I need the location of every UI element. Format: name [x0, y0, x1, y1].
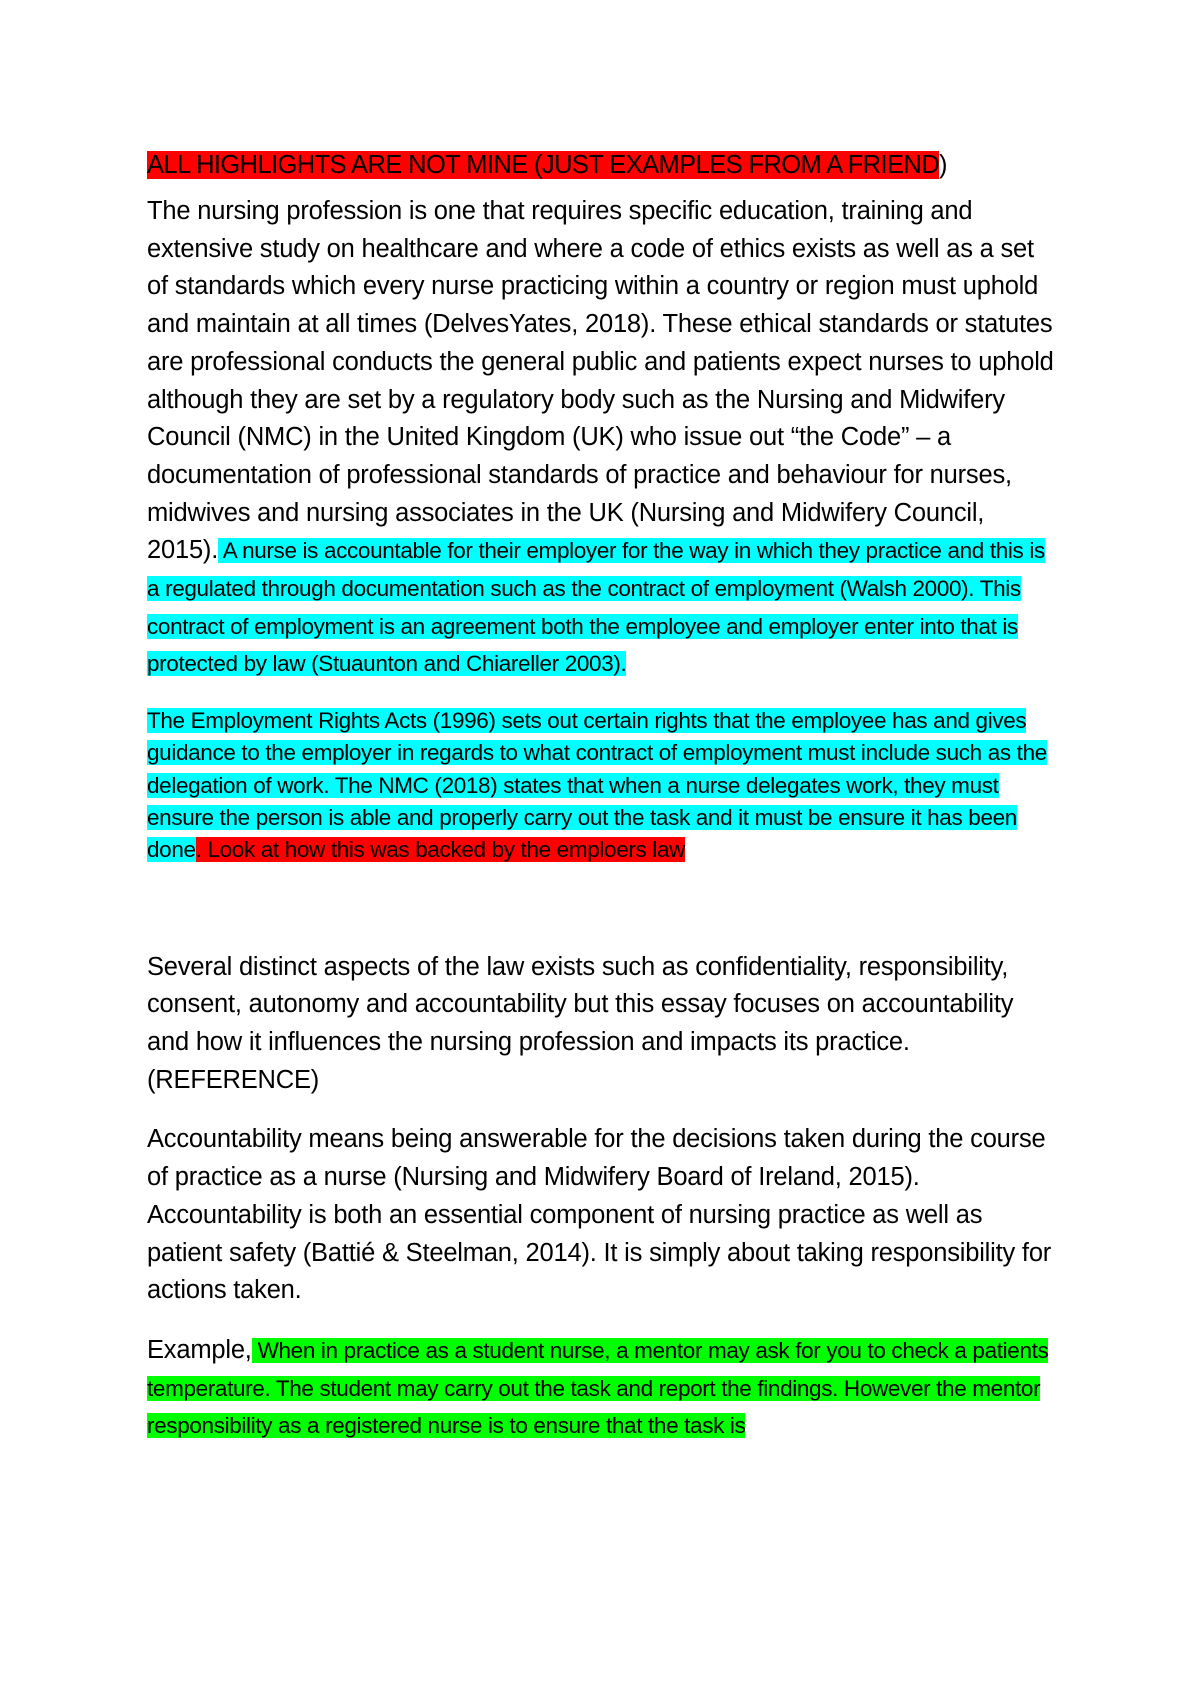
employment-cyan-highlight: The Employment Rights Acts (1996) sets out certain rights that the employee has and gives guidance to the employer in regards to what contract of employment must include such as the delegation of work. The NMC (2018) states that when a nurse delegates work, they must ensure the person is able and properly carry out the task and it must be ensure it has been done: [147, 708, 1047, 863]
paragraph-intro: [147, 193, 1060, 683]
document-title: [147, 148, 1060, 183]
paragraph-employment-rights: [147, 705, 1060, 866]
paragraph-law-aspects: Several distinct aspects of the law exists such as confidentiality, responsibility, consent, autonomy and accountability but this essay focuses on accountability and how it influences the nursing profession and impacts its practice.(REFERENCE): [147, 952, 1014, 1094]
paragraph-spacer: [147, 885, 1060, 949]
paragraph-example: [147, 1332, 1060, 1445]
intro-cyan-highlight: A nurse is accountable for their employer for the way in which they practice and this is a regulated through documentation such as the contract of employment (Walsh 2000). This contract of employment is an agreement both the employee and employer enter into that is protected by law (Stuaunton and Chiareller 2003).: [147, 538, 1045, 677]
intro-text: The nursing profession is one that requires specific education, training and extensive study on healthcare and where a code of ethics exists as well as a set of standards which every nurse practicing within a country or region must uphold and maintain at all times (DelvesYates, 2018). These ethical standards or statutes are professional conducts the general public and patients expect nurses to uphold although they are set by a regulatory body such as the Nursing and Midwifery Council (NMC) in the United Kingdom (UK) who issue out “the Code” – a documentation of professional standards of practice and behaviour for nurses, midwives and nursing associates in the UK (Nursing and Midwifery Council, 2015).: [147, 197, 1054, 565]
title-tail: ): [939, 151, 947, 179]
example-green-highlight: When in practice as a student nurse, a mentor may ask for you to check a patients temperature. The student may carry out the task and report the findings. However the mentor responsibility as a registered nurse is to ensure that the task is: [147, 1337, 1049, 1439]
employment-red-comment: . Look at how this was backed by the emploers law: [195, 837, 686, 863]
example-lead: Example,: [147, 1335, 252, 1364]
title-red-highlight: ALL HIGHLIGHTS ARE NOT MINE (JUST EXAMPLES FROM A FRIEND: [147, 151, 940, 179]
paragraph-accountability: Accountability means being answerable for the decisions taken during the course of practice as a nurse (Nursing and Midwifery Board of Ireland, 2015). Accountability is both an essential component of nursing practice as well as patient safety (Battié & Steelman, 2014). It is simply about taking responsibility for actions taken.: [147, 1125, 1052, 1305]
